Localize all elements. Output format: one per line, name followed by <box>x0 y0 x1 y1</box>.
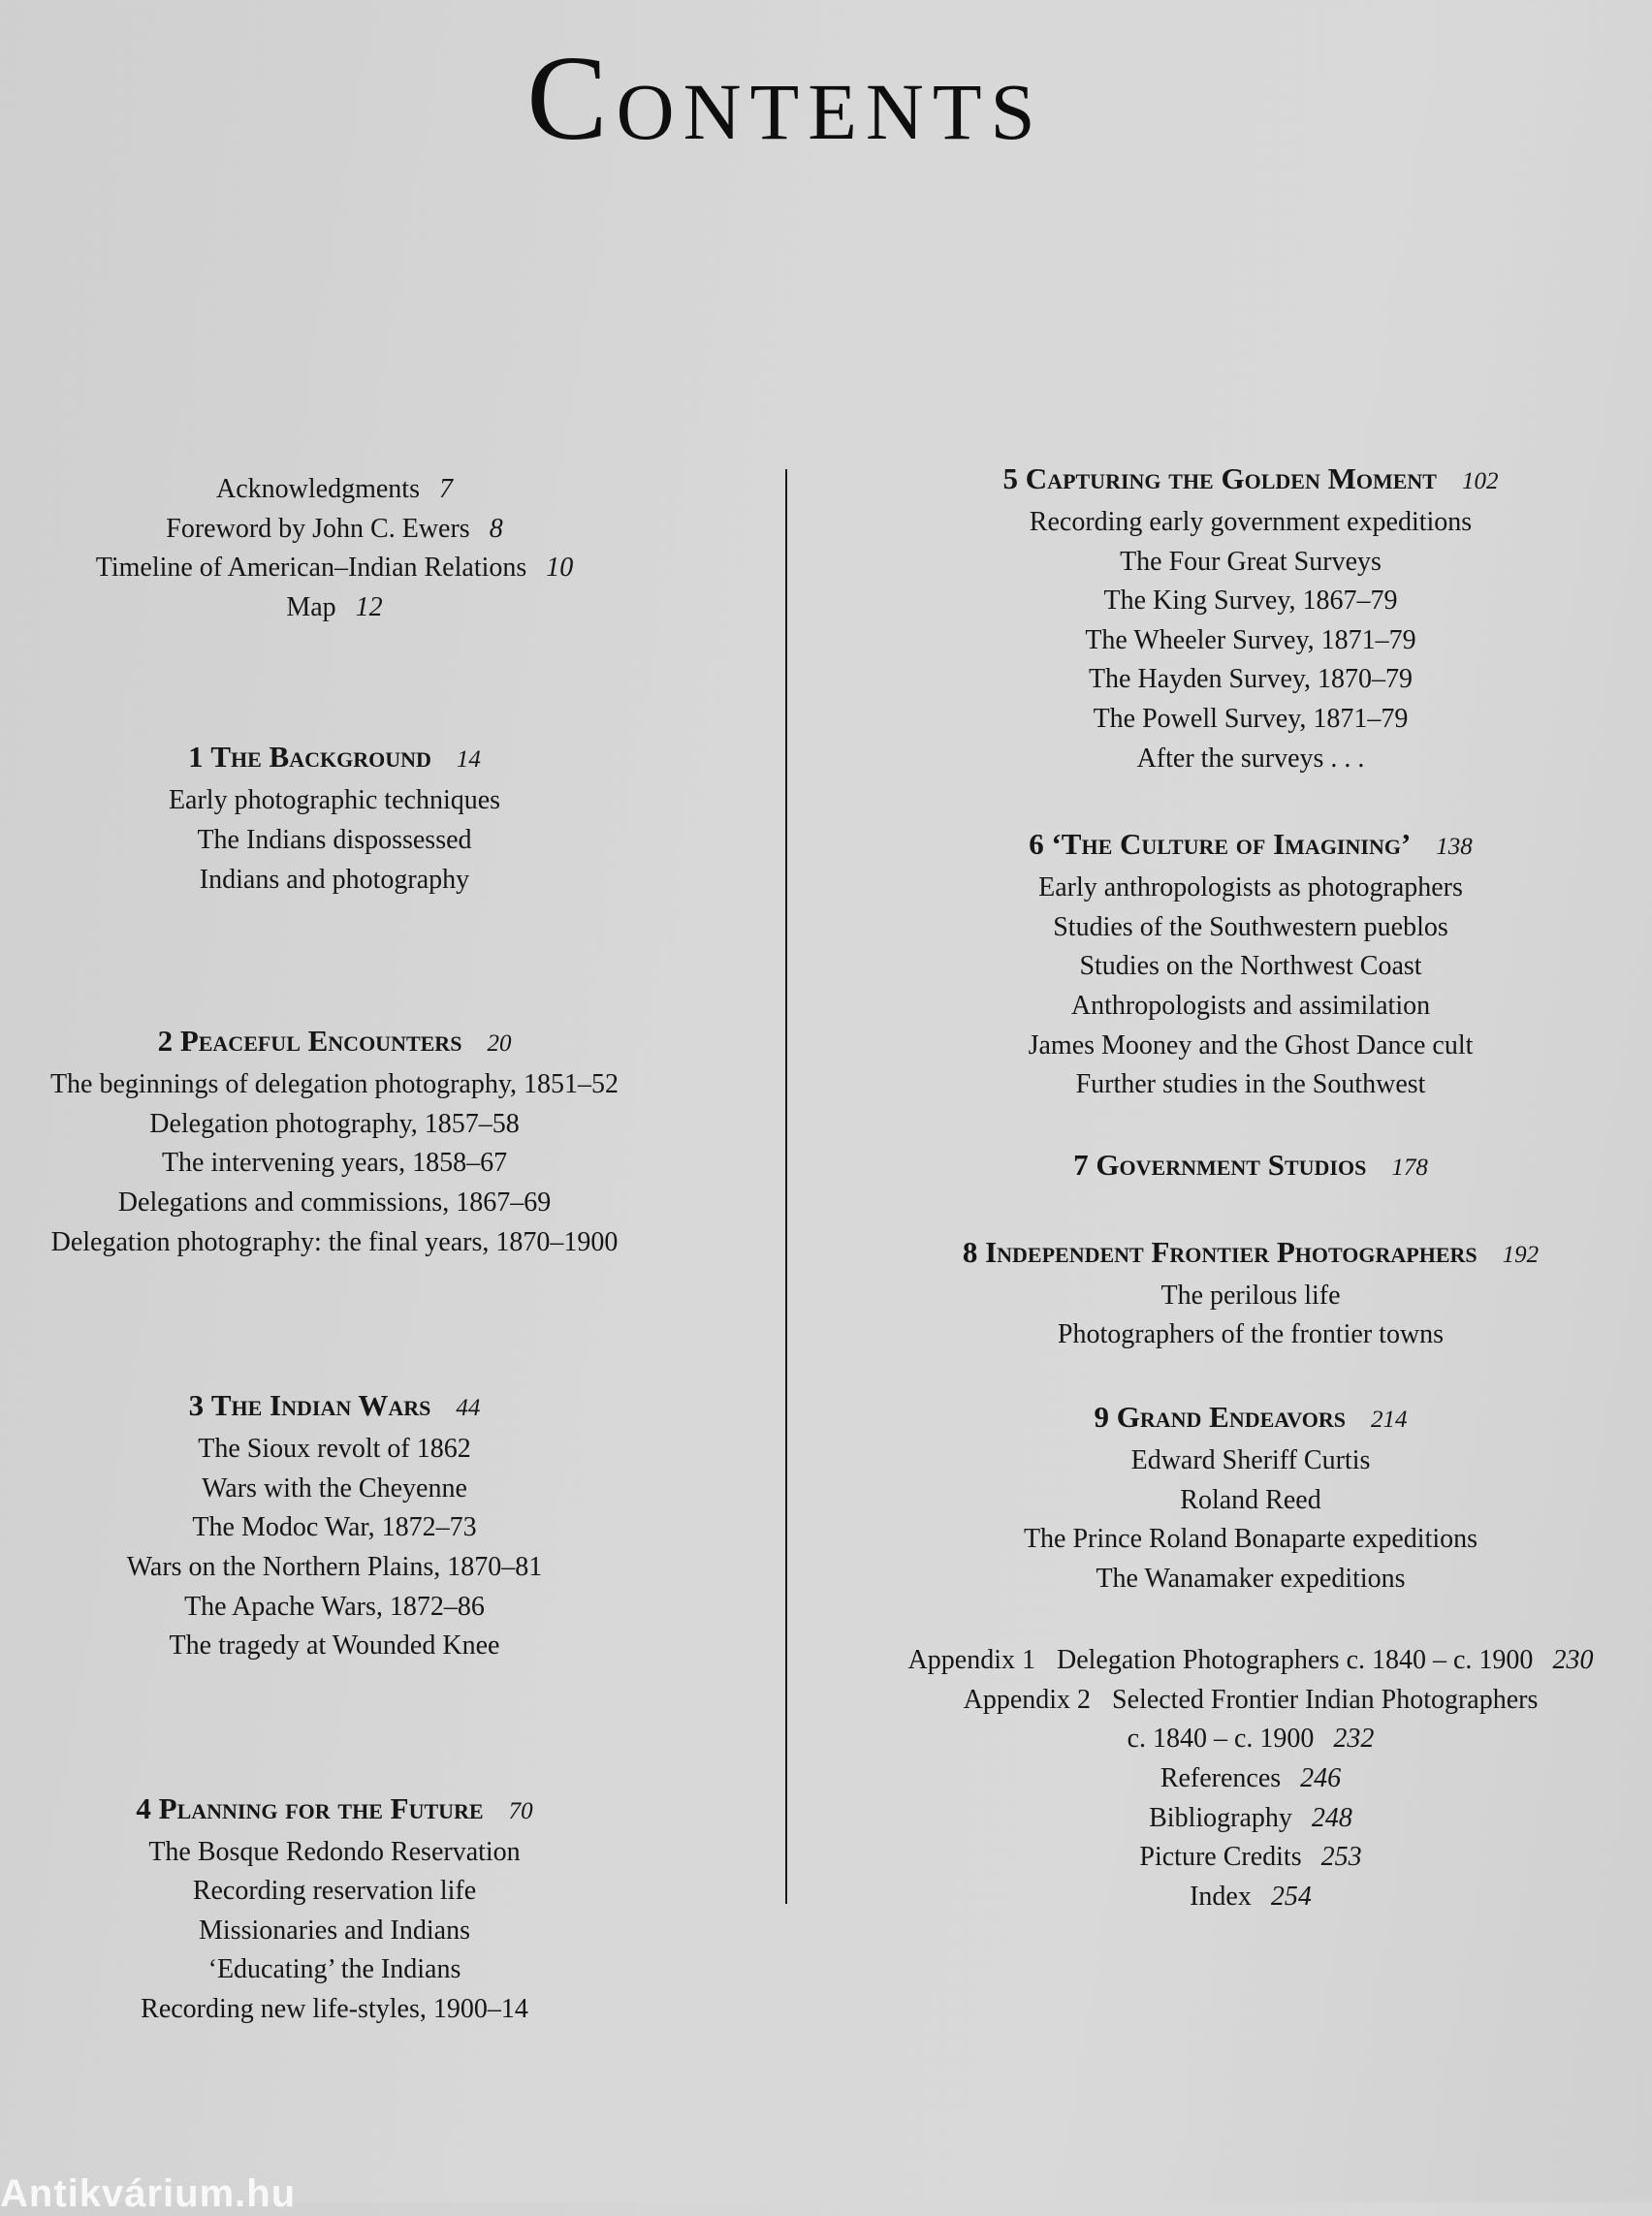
toc-entry-acknowledgments[interactable]: Acknowledgments 7 <box>216 474 453 504</box>
toc-subentry[interactable]: James Mooney and the Ghost Dance cult <box>1028 1029 1474 1061</box>
chapter-heading-7[interactable]: 7 Government Studios 178 <box>1073 1147 1428 1182</box>
toc-subentry[interactable]: Delegation photography: the final years, 1870–1900 <box>50 1226 619 1257</box>
toc-entry-appendix-1[interactable]: Appendix 1 Delegation Photographers c. 1840 – c. 1900 230 <box>907 1645 1594 1676</box>
column-divider <box>785 469 787 1904</box>
chapter-heading-4[interactable]: 4 Planning for the Future 70 <box>136 1790 533 1825</box>
toc-subentry[interactable]: Recording early government expeditions <box>1029 507 1473 537</box>
toc-subentry[interactable]: Missionaries and Indians <box>199 1915 470 1946</box>
toc-subentry[interactable]: The Wanamaker expeditions <box>1096 1563 1406 1594</box>
page-title: Contents <box>526 32 1044 166</box>
toc-entry-appendix-2[interactable]: Appendix 2 Selected Frontier Indian Photographers <box>963 1684 1539 1715</box>
toc-entry-bibliography[interactable]: Bibliography 248 <box>1149 1802 1352 1833</box>
front-matter-list <box>19 470 650 627</box>
toc-subentry[interactable]: The Modoc War, 1872–73 <box>192 1512 477 1543</box>
toc-subentry[interactable]: Early photographic techniques <box>168 785 501 816</box>
toc-subentry[interactable]: The Apache Wars, 1872–86 <box>184 1591 485 1622</box>
toc-subentry[interactable]: The Wheeler Survey, 1871–79 <box>1085 624 1416 655</box>
toc-entry-picture-credits[interactable]: Picture Credits 253 <box>1139 1842 1362 1873</box>
toc-subentry[interactable]: Photographers of the frontier towns <box>1057 1319 1445 1350</box>
toc-subentry[interactable]: The tragedy at Wounded Knee <box>169 1630 500 1662</box>
toc-entry-foreword[interactable]: Foreword by John C. Ewers 8 <box>166 513 503 544</box>
toc-subentry[interactable]: The Four Great Surveys <box>1120 546 1382 577</box>
toc-subentry[interactable]: Delegation photography, 1857–58 <box>149 1108 520 1139</box>
toc-subentry[interactable]: Edward Sheriff Curtis <box>1130 1444 1371 1475</box>
chapter-heading-8[interactable]: 8 Independent Frontier Photographers 192 <box>962 1234 1540 1269</box>
left-column <box>19 470 650 2030</box>
chapter-heading-6[interactable]: 6 ‘The Culture of Imagining’ 138 <box>1029 827 1473 862</box>
toc-subentry[interactable]: After the surveys . . . <box>1136 743 1365 774</box>
watermark: Antikvárium.hu <box>0 2172 297 2215</box>
toc-subentry[interactable]: Indians and photography <box>199 864 470 895</box>
toc-subentry[interactable]: The Sioux revolt of 1862 <box>198 1434 471 1465</box>
toc-entry-index[interactable]: Index 254 <box>1190 1881 1312 1912</box>
toc-subentry[interactable]: Recording reservation life <box>192 1876 477 1907</box>
toc-entry-references[interactable]: References 246 <box>1160 1763 1342 1794</box>
toc-subentry[interactable]: The King Survey, 1867–79 <box>1103 586 1398 617</box>
toc-subentry[interactable]: The perilous life <box>1160 1280 1341 1311</box>
toc-subentry[interactable]: Studies of the Southwestern pueblos <box>1053 911 1448 942</box>
toc-subentry[interactable]: Anthropologists and assimilation <box>1070 990 1431 1021</box>
toc-entry-map[interactable]: Map 12 <box>286 591 383 622</box>
toc-subentry[interactable]: Wars on the Northern Plains, 1870–81 <box>126 1551 543 1582</box>
chapter-heading-1[interactable]: 1 The Background 14 <box>188 740 481 775</box>
chapter-heading-9[interactable]: 9 Grand Endeavors 214 <box>1094 1399 1408 1434</box>
toc-subentry[interactable]: Studies on the Northwest Coast <box>1079 951 1422 982</box>
toc-subentry[interactable]: Wars with the Cheyenne <box>202 1472 467 1504</box>
toc-subentry[interactable]: The Prince Roland Bonaparte expeditions <box>1023 1524 1478 1555</box>
toc-subentry[interactable]: Early anthropologists as photographers <box>1038 872 1463 903</box>
toc-subentry[interactable]: The Bosque Redondo Reservation <box>148 1836 521 1867</box>
toc-subentry[interactable]: The Indians dispossessed <box>197 824 472 855</box>
toc-subentry[interactable]: The Hayden Survey, 1870–79 <box>1088 664 1414 695</box>
toc-entry-appendix-2-continued[interactable]: c. 1840 – c. 1900 232 <box>1127 1724 1375 1755</box>
toc-subentry[interactable]: The intervening years, 1858–67 <box>161 1148 508 1179</box>
right-column <box>853 458 1648 1916</box>
chapter-heading-5[interactable]: 5 Capturing the Golden Moment 102 <box>1002 461 1499 495</box>
toc-subentry[interactable]: Roland Reed <box>1180 1484 1321 1515</box>
toc-subentry[interactable]: The Powell Survey, 1871–79 <box>1093 703 1409 734</box>
chapter-heading-2[interactable]: 2 Peaceful Encounters 20 <box>157 1024 512 1059</box>
toc-subentry[interactable]: Delegations and commissions, 1867–69 <box>117 1187 552 1218</box>
toc-subentry[interactable]: The beginnings of delegation photography, 1851–52 <box>49 1069 620 1100</box>
toc-subentry[interactable]: ‘Educating’ the Indians <box>207 1954 461 1985</box>
toc-subentry[interactable]: Further studies in the Southwest <box>1075 1069 1426 1100</box>
toc-entry-timeline[interactable]: Timeline of American–Indian Relations 10 <box>95 553 574 584</box>
toc-subentry[interactable]: Recording new life-styles, 1900–14 <box>141 1994 528 2025</box>
chapter-heading-3[interactable]: 3 The Indian Wars 44 <box>188 1388 481 1423</box>
